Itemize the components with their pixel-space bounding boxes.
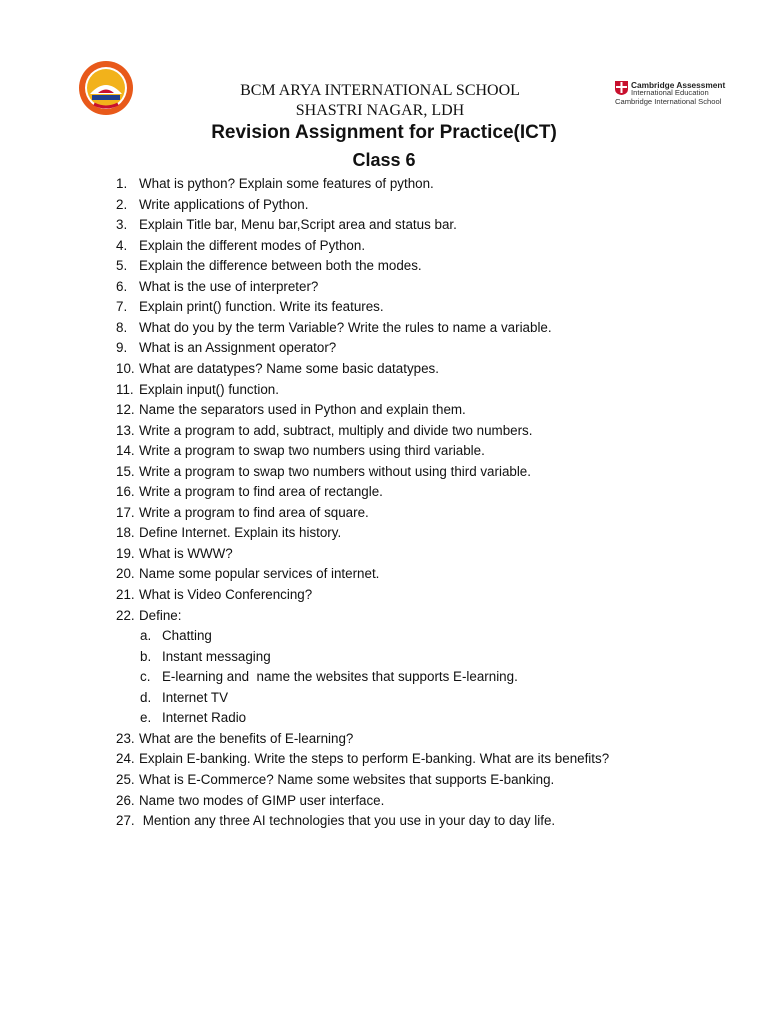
question-number: 5. — [116, 258, 128, 274]
sub-question-item — [0, 708, 768, 728]
question-item — [0, 359, 768, 379]
question-item — [0, 174, 768, 194]
question-text: Explain input() function. — [139, 381, 279, 397]
question-number: 15. — [116, 463, 135, 479]
question-number: b. — [140, 648, 152, 664]
question-number: 27. — [116, 813, 135, 829]
question-number: 16. — [116, 484, 135, 500]
question-number: 18. — [116, 525, 135, 541]
question-number: 26. — [116, 792, 135, 808]
question-item — [0, 441, 768, 461]
question-number: 1. — [116, 176, 128, 191]
question-item — [0, 811, 768, 831]
question-item — [0, 215, 768, 235]
question-text: Instant messaging — [162, 648, 271, 664]
question-text: Chatting — [162, 628, 212, 644]
question-number: 14. — [116, 443, 135, 459]
question-item — [0, 297, 768, 317]
question-number: 17. — [116, 504, 135, 520]
question-text: Explain the different modes of Python. — [139, 237, 366, 253]
question-number: c. — [140, 669, 151, 685]
question-number: 8. — [116, 319, 128, 335]
question-text: Write a program to find area of rectangle. — [139, 484, 383, 500]
question-text: Write a program to add, subtract, multiply and divide two numbers. — [139, 422, 533, 438]
question-text: Mention any three AI technologies that you use in your day to day life. — [139, 813, 556, 829]
question-item — [0, 544, 768, 564]
question-number: e. — [140, 710, 152, 726]
question-number: 25. — [116, 771, 135, 787]
sub-question-item — [0, 667, 768, 687]
question-item — [0, 606, 768, 626]
question-item — [0, 400, 768, 420]
question-text: Name the separators used in Python and explain them. — [139, 402, 466, 418]
question-text: Define Internet. Explain its history. — [139, 525, 342, 541]
question-text: Internet TV — [162, 689, 228, 705]
question-text: What is E-Commerce? Name some websites that supports E-banking. — [139, 771, 555, 787]
question-item — [0, 421, 768, 441]
question-number: 13. — [116, 422, 135, 438]
question-text: What do you by the term Variable? Write the rules to name a variable. — [139, 319, 552, 335]
assignment-title: Revision Assignment for Practice(ICT) — [211, 122, 557, 143]
question-item — [0, 256, 768, 276]
question-item — [0, 729, 768, 749]
question-text: Explain print() function. Write its features. — [139, 299, 384, 315]
question-text: Explain Title bar, Menu bar,Script area and status bar. — [139, 217, 457, 233]
question-number: 3. — [116, 217, 128, 233]
question-item — [0, 380, 768, 400]
question-number: 4. — [116, 237, 128, 253]
question-number: a. — [140, 628, 152, 644]
question-number: 21. — [116, 587, 135, 602]
question-text: Explain E-banking. Write the steps to perform E-banking. What are its benefits? — [139, 751, 610, 767]
question-item — [0, 503, 768, 523]
question-item — [0, 770, 768, 790]
question-number: 12. — [116, 402, 135, 418]
question-text: What is an Assignment operator? — [139, 340, 337, 356]
cambridge-logo-line3: Cambridge International School — [615, 97, 722, 106]
question-text: E-learning and name the websites that supports E-learning. — [162, 669, 518, 685]
question-number: d. — [140, 689, 152, 705]
question-item — [0, 482, 768, 502]
question-number: 11. — [116, 381, 134, 397]
question-number: 24. — [116, 751, 135, 767]
question-number: 6. — [116, 278, 128, 294]
question-item — [0, 585, 768, 605]
question-item — [0, 338, 768, 358]
question-item — [0, 277, 768, 297]
question-item — [0, 523, 768, 543]
question-item — [0, 236, 768, 256]
question-text: What is python? Explain some features of python. — [139, 176, 434, 191]
question-number: 22. — [116, 607, 135, 623]
question-text: Internet Radio — [162, 710, 247, 726]
question-number: 10. — [116, 360, 135, 376]
school-name: BCM ARYA INTERNATIONAL SCHOOL — [240, 82, 520, 99]
sub-question-item — [0, 647, 768, 667]
school-address: SHASTRI NAGAR, LDH — [295, 102, 465, 119]
question-text: Write applications of Python. — [139, 196, 309, 212]
question-item — [0, 564, 768, 584]
question-text: Explain the difference between both the modes. — [139, 258, 422, 274]
question-text: Define: — [139, 607, 182, 623]
question-text: What are datatypes? Name some basic datatypes. — [139, 360, 439, 376]
sub-question-item — [0, 688, 768, 708]
sub-question-item — [0, 626, 768, 646]
cambridge-logo-line1: Cambridge Assessment — [631, 80, 726, 90]
question-number: 9. — [116, 340, 128, 356]
question-text: Write a program to find area of square. — [139, 504, 369, 520]
cambridge-logo-line2: International Education — [631, 88, 709, 97]
question-text: What is the use of interpreter? — [139, 278, 319, 294]
question-text: Write a program to swap two numbers using third variable. — [139, 443, 485, 459]
question-number: 7. — [116, 299, 128, 315]
question-number: 20. — [116, 566, 135, 582]
question-item — [0, 318, 768, 338]
question-text: What is WWW? — [139, 545, 233, 561]
question-number: 2. — [116, 196, 128, 212]
question-text: Write a program to swap two numbers without using third variable. — [139, 463, 531, 479]
question-item — [0, 749, 768, 769]
question-number: 19. — [116, 545, 135, 561]
question-item — [0, 462, 768, 482]
question-item — [0, 791, 768, 811]
question-text: What is Video Conferencing? — [139, 587, 313, 602]
question-text: Name some popular services of internet. — [139, 566, 380, 582]
question-text: Name two modes of GIMP user interface. — [139, 792, 385, 808]
question-text: What are the benefits of E-learning? — [139, 730, 354, 746]
question-item — [0, 195, 768, 215]
question-number: 23. — [116, 730, 135, 746]
class-title: Class 6 — [352, 150, 416, 170]
